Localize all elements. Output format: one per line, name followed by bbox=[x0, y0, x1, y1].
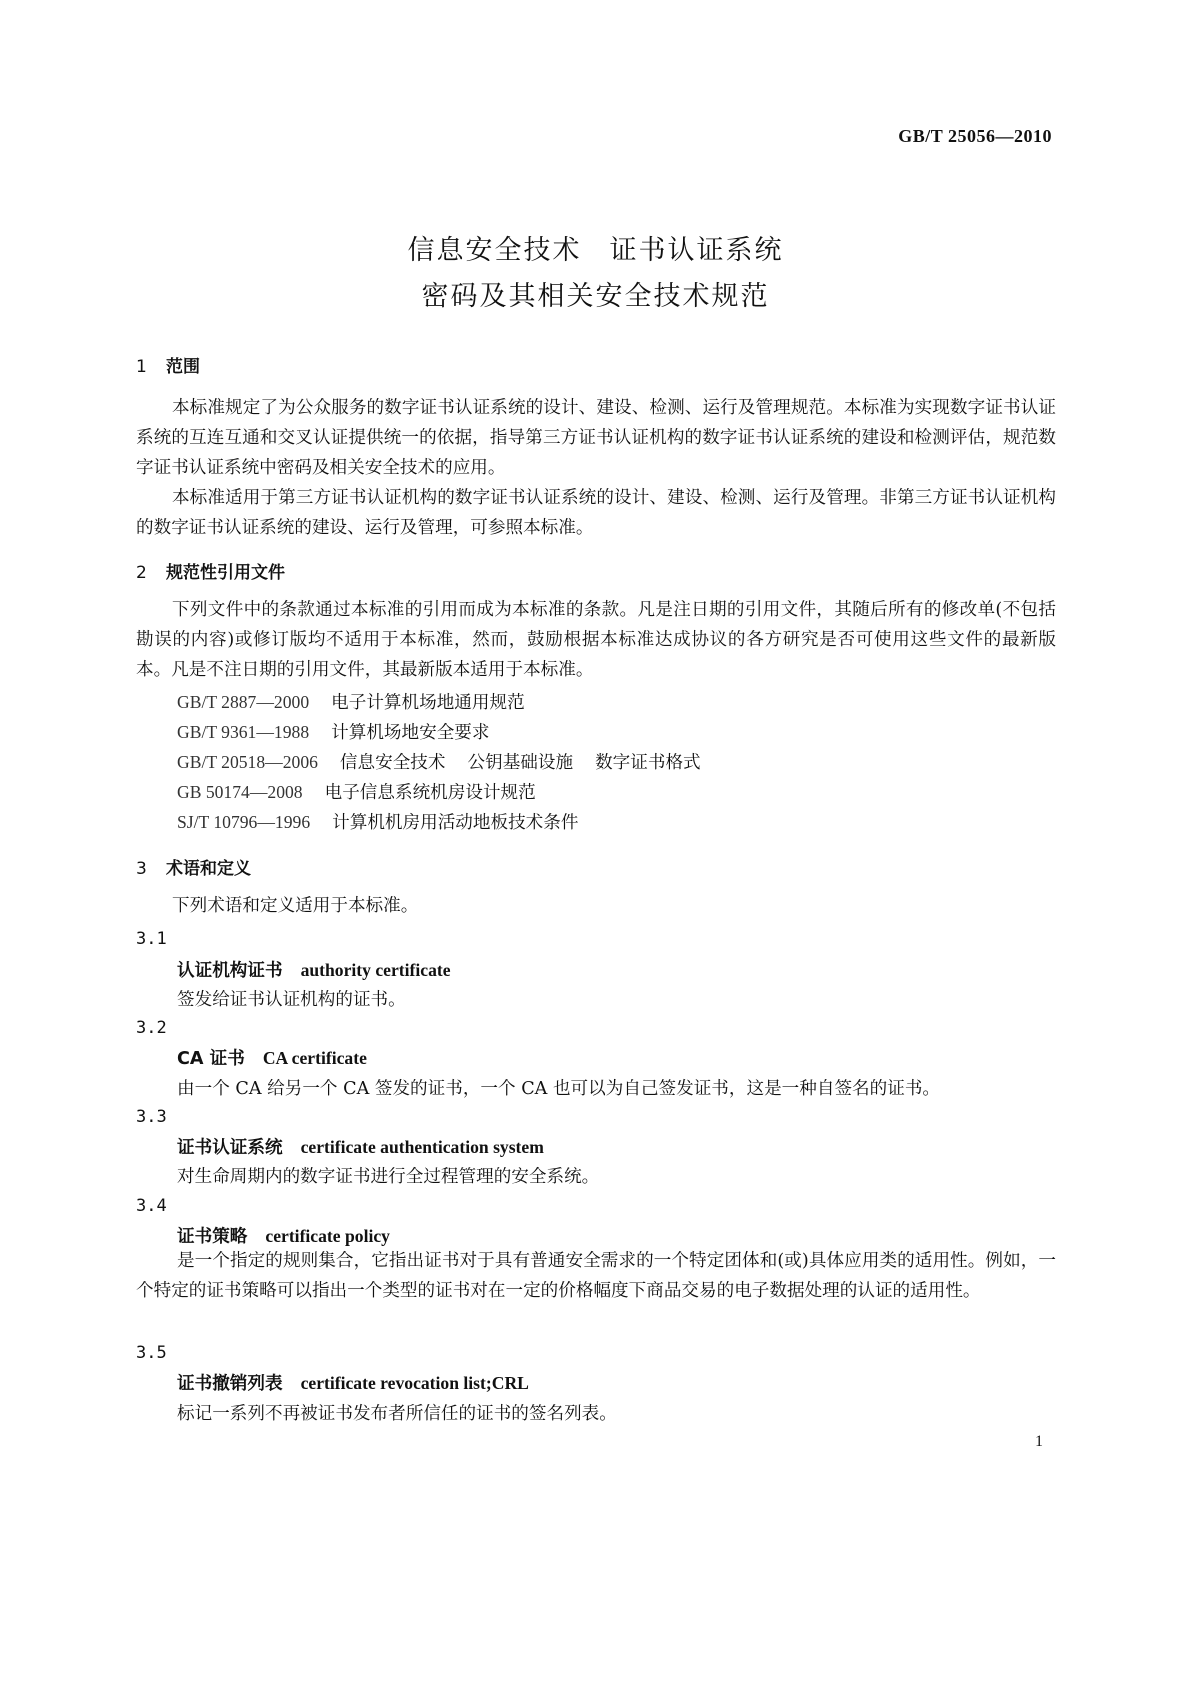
section-number: 2 bbox=[136, 563, 147, 583]
page-number: 1 bbox=[1035, 1433, 1043, 1450]
reference-item bbox=[177, 809, 578, 834]
term-zh: CA 证书 bbox=[177, 1049, 245, 1069]
reference-item bbox=[177, 719, 489, 744]
term-number: 3.4 bbox=[136, 1196, 167, 1216]
document-title bbox=[0, 228, 1191, 320]
term-number: 3.1 bbox=[136, 929, 167, 949]
term-definition: 标记一系列不再被证书发布者所信任的证书的签名列表。 bbox=[177, 1404, 617, 1424]
term-en: certificate authentication system bbox=[300, 1137, 544, 1157]
reference-code: GB/T 2887—2000 bbox=[177, 692, 310, 712]
term-en: authority certificate bbox=[300, 960, 451, 980]
term-definition: 对生命周期内的数字证书进行全过程管理的安全系统。 bbox=[177, 1167, 600, 1187]
term-name bbox=[177, 957, 451, 982]
title-line-1 bbox=[0, 228, 1191, 274]
reference-title: 电子信息系统机房设计规范 bbox=[324, 783, 536, 803]
term-en: certificate revocation list;CRL bbox=[300, 1373, 529, 1393]
paragraph: 本标准规定了为公众服务的数字证书认证系统的设计、建设、检测、运行及管理规范。本标准为实现数字证书认证系统的互连互通和交叉认证提供统一的依据，指导第三方证书认证机构的数字证书认证系统的建设和检测评估，规范数字证书认证系统中密码及相关安全技术的应用。 bbox=[136, 398, 1056, 478]
term-definition: 是一个指定的规则集合，它指出证书对于具有普通安全需求的一个特定团体和(或)具体应用类的适用性。例如，一个特定的证书策略可以指出一个类型的证书对在一定的价格幅度下商品交易的电子数据处理的认证的适用性。 bbox=[136, 1251, 1056, 1301]
term-zh: 证书撤销列表 bbox=[177, 1374, 283, 1394]
term-zh: 证书认证系统 bbox=[177, 1138, 283, 1158]
term-name bbox=[177, 1370, 529, 1395]
section-title: 术语和定义 bbox=[166, 859, 251, 879]
term-number: 3.2 bbox=[136, 1018, 167, 1038]
reference-item bbox=[177, 749, 701, 774]
term-en: CA certificate bbox=[262, 1048, 367, 1068]
title-part-1: 信息安全技术 bbox=[407, 235, 582, 266]
term-zh: 认证机构证书 bbox=[177, 961, 283, 981]
paragraph: 下列术语和定义适用于本标准。 bbox=[172, 896, 419, 916]
reference-title: 计算机机房用活动地板技术条件 bbox=[332, 813, 579, 833]
term-number: 3.5 bbox=[136, 1343, 167, 1363]
reference-code: SJ/T 10796—1996 bbox=[177, 812, 311, 832]
paragraph: 下列文件中的条款通过本标准的引用而成为本标准的条款。凡是注日期的引用文件，其随后所有的修改单(不包括勘误的内容)或修订版均不适用于本标准，然而，鼓励根据本标准达成协议的各方研究是否可使用这些文件的最新版本。凡是不注日期的引用文件，其最新版本适用于本标准。 bbox=[136, 600, 1056, 680]
section-heading bbox=[136, 854, 251, 879]
term-name bbox=[177, 1045, 367, 1070]
reference-code: GB/T 20518—2006 bbox=[177, 752, 318, 772]
reference-item bbox=[177, 689, 525, 714]
term-en: certificate policy bbox=[265, 1226, 390, 1246]
title-part-2: 证书认证系统 bbox=[609, 235, 784, 266]
term-zh: 证书策略 bbox=[177, 1227, 248, 1247]
section-number: 1 bbox=[136, 357, 147, 377]
reference-title: 信息安全技术 bbox=[339, 753, 446, 773]
section-heading bbox=[136, 558, 285, 583]
paragraph: 本标准适用于第三方证书认证机构的数字证书认证系统的设计、建设、检测、运行及管理。非第三方证书认证机构的数字证书认证系统的建设、运行及管理，可参照本标准。 bbox=[136, 488, 1056, 538]
title-line-2: 密码及其相关安全技术规范 bbox=[421, 281, 770, 312]
term-name bbox=[177, 1223, 390, 1248]
section-title: 规范性引用文件 bbox=[166, 563, 285, 583]
reference-title: 数字证书格式 bbox=[595, 753, 701, 773]
reference-title: 计算机场地安全要求 bbox=[331, 723, 490, 743]
section-number: 3 bbox=[136, 859, 147, 879]
section-title: 范围 bbox=[166, 357, 200, 377]
term-number: 3.3 bbox=[136, 1107, 167, 1127]
reference-code: GB/T 9361—1988 bbox=[177, 722, 310, 742]
reference-code: GB 50174—2008 bbox=[177, 782, 303, 802]
section-heading bbox=[136, 352, 200, 377]
term-definition: 由一个 CA 给另一个 CA 签发的证书，一个 CA 也可以为自己签发证书，这是一种自签名的证书。 bbox=[177, 1079, 941, 1099]
standard-code: GB/T 25056—2010 bbox=[898, 126, 1052, 146]
reference-title: 公钥基础设施 bbox=[467, 753, 574, 773]
term-name bbox=[177, 1134, 544, 1159]
reference-title: 电子计算机场地通用规范 bbox=[331, 693, 525, 713]
term-definition: 签发给证书认证机构的证书。 bbox=[177, 990, 406, 1010]
reference-item bbox=[177, 779, 536, 804]
